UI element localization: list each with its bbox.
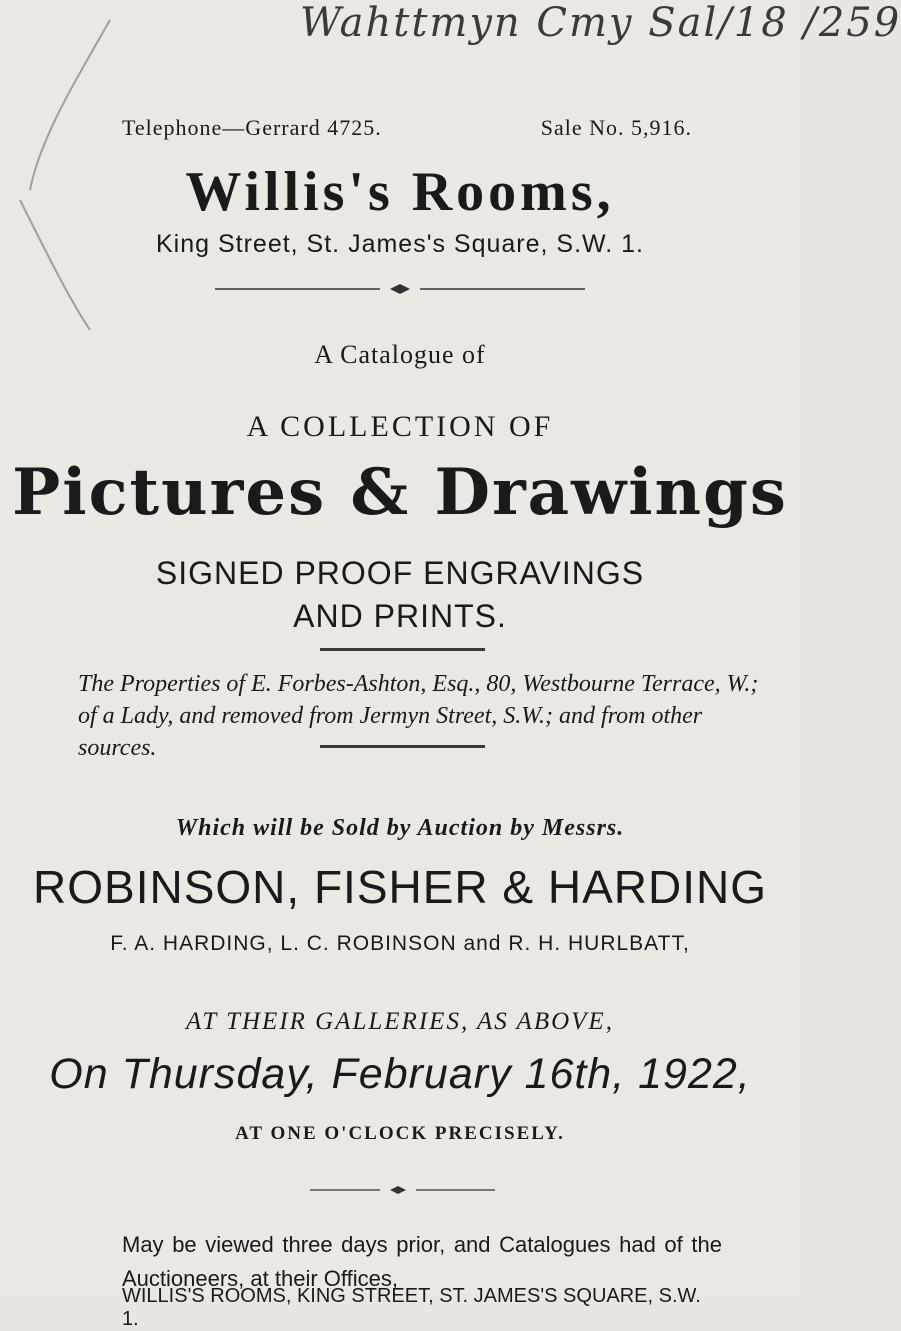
sale-date: On Thursday, February 16th, 1922,	[49, 1050, 751, 1098]
divider-ornament	[215, 283, 585, 295]
rule-top	[320, 648, 485, 651]
collection-heading: A COLLECTION OF	[246, 410, 554, 443]
firm-partners: F. A. HARDING, L. C. ROBINSON and R. H. HURLBATT,	[110, 932, 690, 955]
rooms-address: King Street, St. James's Square, S.W. 1.	[155, 230, 645, 258]
telephone-number: Telephone—Gerrard 4725.	[122, 115, 382, 140]
subtitle-prints: AND PRINTS.	[293, 598, 507, 634]
properties-description: The Properties of E. Forbes-Ashton, Esq., 80, Westbourne Terrace, W.; of a Lady, and removed from Jermyn Street, S.W.; and from other sources.	[78, 671, 759, 761]
header-row	[122, 115, 692, 141]
subtitle-engravings: SIGNED PROOF ENGRAVINGS	[155, 555, 645, 591]
sale-time: AT ONE O'CLOCK PRECISELY.	[235, 1123, 565, 1144]
small-divider-ornament	[310, 1185, 495, 1195]
main-title: Pictures & Drawings	[12, 455, 788, 530]
sale-by-line: Which will be Sold by Auction by Messrs.	[175, 815, 625, 841]
sale-number: Sale No. 5,916.	[540, 115, 692, 140]
catalogue-heading: A Catalogue of	[314, 340, 486, 369]
handwritten-annotation: Wahttmyn Cmy Sal/18 /259	[300, 0, 901, 46]
rule-bottom	[320, 745, 485, 748]
viewing-notice: May be viewed three days prior, and Catalogues had of the Auctioneers, at their Offices,	[122, 1232, 722, 1291]
footer-address: WILLIS'S ROOMS, KING STREET, ST. JAMES'S SQUARE, S.W. 1.	[122, 1285, 701, 1330]
galleries-line: AT THEIR GALLERIES, AS ABOVE,	[186, 1008, 614, 1035]
auction-firm-name: ROBINSON, FISHER & HARDING	[33, 861, 767, 913]
auctioneer-rooms-title: Willis's Rooms,	[185, 161, 615, 223]
